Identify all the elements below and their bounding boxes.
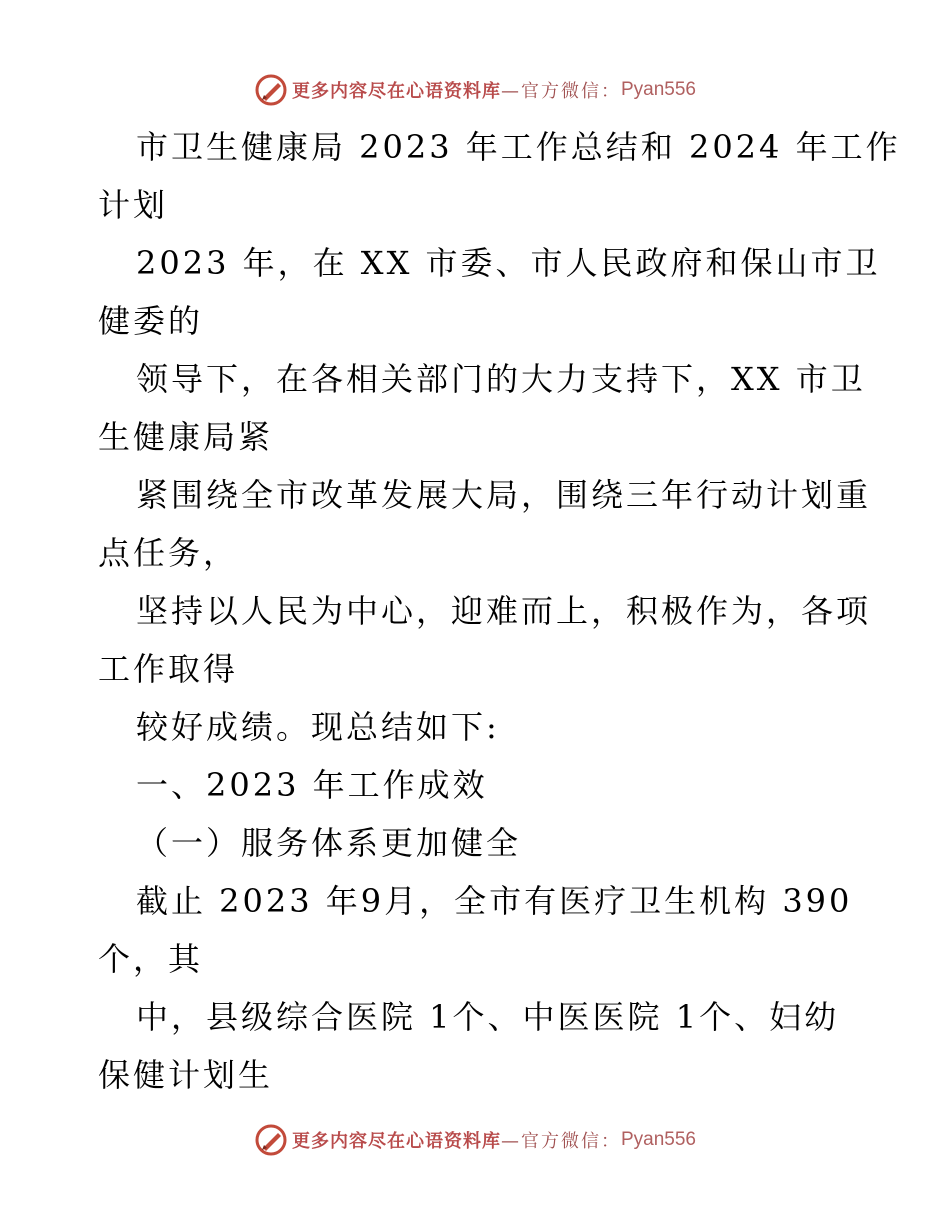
paragraph-line: 保健计划生 <box>98 1056 274 1094</box>
section-heading <box>98 756 858 814</box>
paragraph-line: 中，县级综合医院 1个、中医医院 1个、妇幼 <box>136 998 840 1036</box>
brand-logo-icon <box>254 73 288 107</box>
paragraph <box>98 698 858 756</box>
brand-logo-icon <box>254 1123 288 1157</box>
banner-wechat-id: Pyan556 <box>620 79 696 100</box>
banner-main-text: 更多内容尽在心语资料库 <box>291 1131 501 1152</box>
paragraph-line: 个，其 <box>98 940 204 978</box>
paragraph-line: 计划 <box>98 186 169 224</box>
header-banner <box>0 72 950 108</box>
paragraph-line: 健委的 <box>98 302 204 340</box>
paragraph <box>98 582 872 698</box>
paragraph-line: 较好成绩。现总结如下: <box>136 708 500 746</box>
paragraph-line: 点任务， <box>98 534 239 572</box>
paragraph <box>98 466 872 582</box>
paragraph-line: 工作取得 <box>98 650 239 688</box>
paragraph <box>98 234 881 350</box>
banner-main-text: 更多内容尽在心语资料库 <box>291 81 501 102</box>
paragraph-line: 坚持以人民为中心，迎难而上，积极作为，各项 <box>136 592 872 630</box>
paragraph <box>98 872 858 988</box>
paragraph-line: 截止 2023 年9月，全市有医疗卫生机构 390 <box>136 882 853 920</box>
paragraph-line: 紧围绕全市改革发展大局，围绕三年行动计划重 <box>136 476 872 514</box>
document-body <box>98 118 901 1104</box>
heading-line: 一、2023 年工作成效 <box>136 766 488 804</box>
banner-wechat-id: Pyan556 <box>620 1129 696 1150</box>
footer-banner <box>0 1122 950 1158</box>
paragraph <box>98 118 901 234</box>
paragraph-line: 领导下，在各相关部门的大力支持下，XX 市卫 <box>136 360 866 398</box>
paragraph <box>98 988 858 1104</box>
banner-dash-text: —官方微信： <box>500 81 621 102</box>
paragraph-line: 2023 年，在 XX 市委、市人民政府和保山市卫 <box>136 244 881 282</box>
paragraph <box>98 350 866 466</box>
heading-line: （一）服务体系更加健全 <box>136 824 522 862</box>
banner-dash-text: —官方微信： <box>500 1131 621 1152</box>
subsection-heading <box>98 814 858 872</box>
paragraph-line: 市卫生健康局 2023 年工作总结和 2024 年工作 <box>136 128 901 166</box>
paragraph-line: 生健康局紧 <box>98 418 274 456</box>
